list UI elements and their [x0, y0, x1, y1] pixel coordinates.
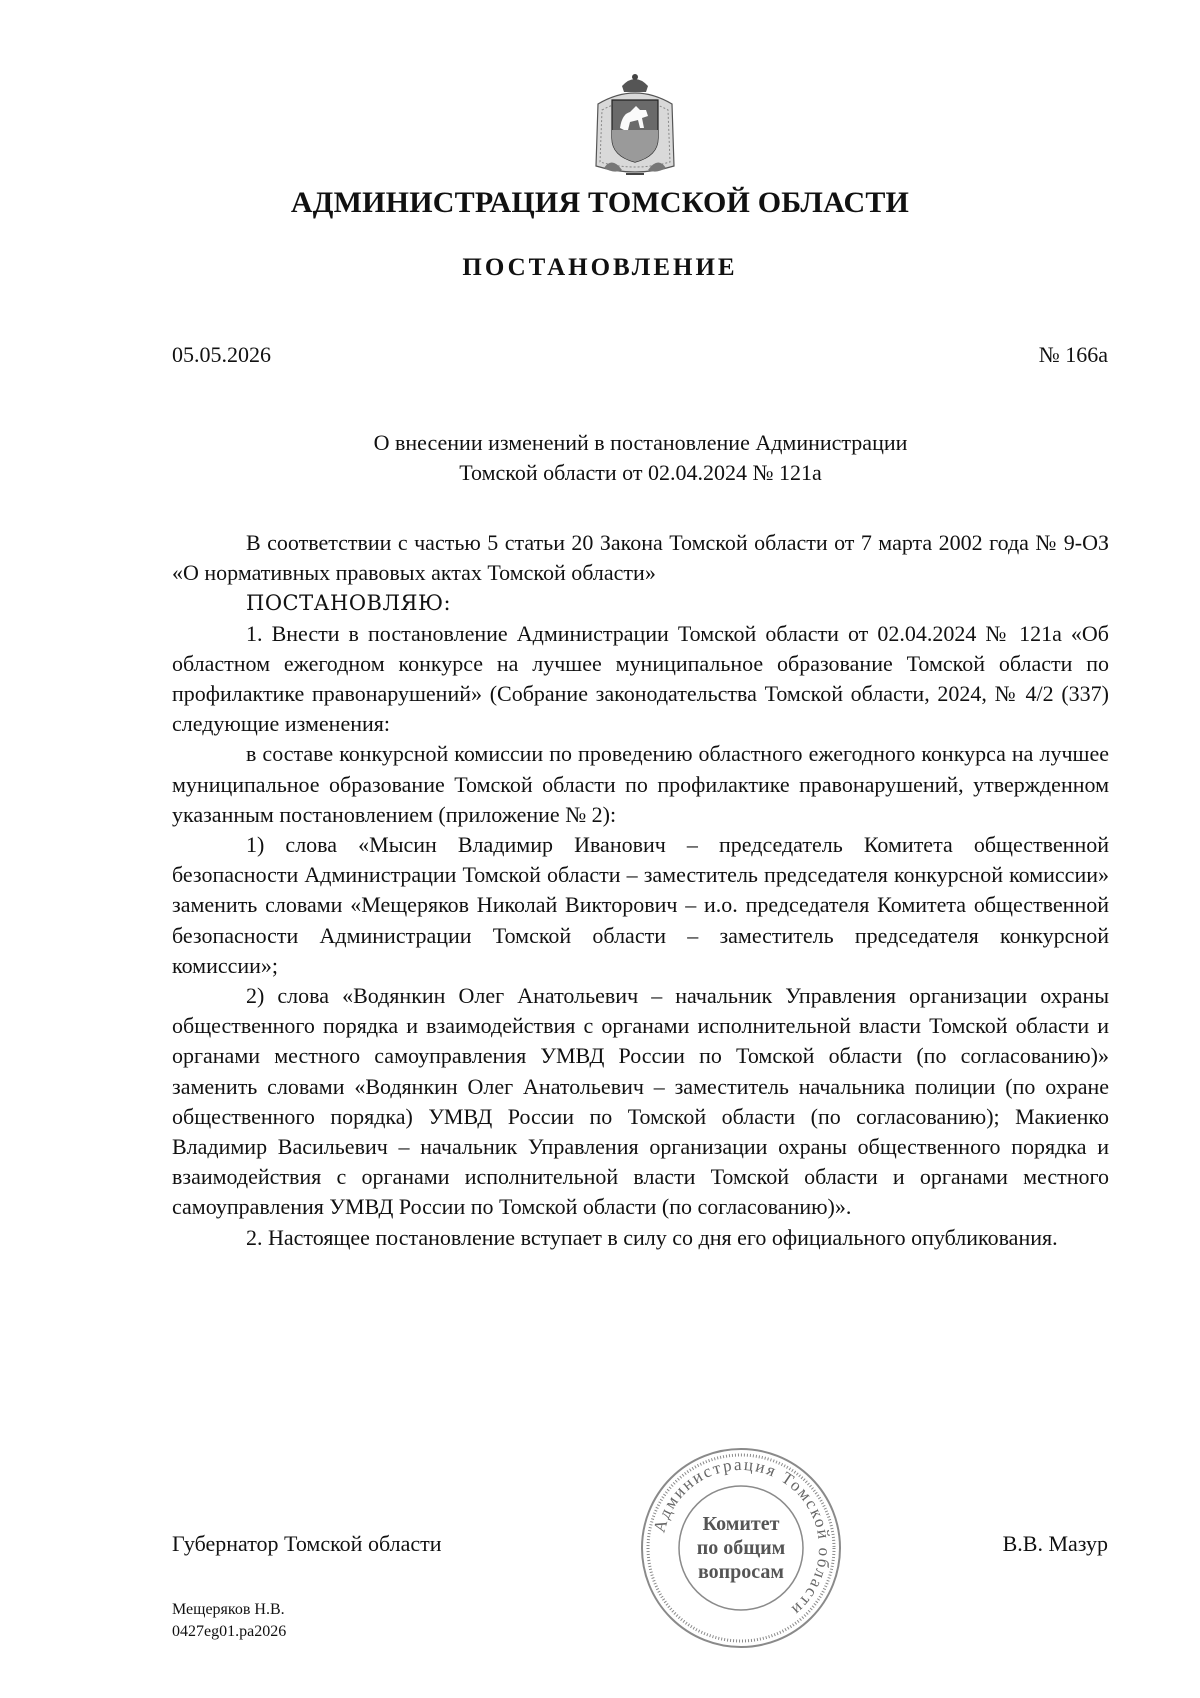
item-1-intro-paragraph: в составе конкурсной комиссии по проведению областного ежегодного конкурса на лучшее муниципальное образование Томской области по профилактике правонарушений, утвержденном указанным постановлением (приложение № 2): [172, 741, 1109, 827]
item-2-paragraph: 2. Настоящее постановление вступает в силу со дня его официального опубликования. [246, 1224, 1058, 1250]
signer-name: В.В. Мазур [1002, 1531, 1108, 1556]
coat-of-arms-icon [582, 70, 688, 182]
document-number: № 166а [1038, 342, 1108, 367]
signer-position: Губернатор Томской области [172, 1531, 442, 1556]
subitem-1-paragraph: 1) слова «Мысин Владимир Иванович – председатель Комитета общественной безопасности Администрации Томской области – заместитель председателя конкурсной комиссии» заменить словами «Мещеряков Николай Викторович – и.о. председателя Комитета общественной безопасности Администрации Томской области – заместитель председателя конкурсной комиссии»; [172, 832, 1109, 978]
file-code: 0427eg01.pa2026 [172, 1623, 287, 1640]
organization-title: АДМИНИСТРАЦИЯ ТОМСКОЙ ОБЛАСТИ [290, 186, 910, 219]
executor-name: Мещеряков Н.В. [172, 1601, 285, 1618]
subject-line-2: Томской области от 02.04.2024 № 121а [459, 460, 822, 485]
stamp-center-line-2: по общим [696, 1537, 786, 1559]
document-body [172, 528, 1109, 1253]
official-stamp [636, 1446, 846, 1651]
stamp-ring-text: Администрация Томской области [649, 1454, 835, 1621]
document-subject [172, 428, 1109, 488]
document-date: 05.05.2026 [172, 342, 271, 367]
subitem-2-paragraph: 2) слова «Водянкин Олег Анатольевич – начальник Управления организации охраны общественного порядка и взаимодействия с органами исполнительной власти Томской области и органами местного самоуправления УМВД России по Томской области (по согласованию)» заменить словами «Водянкин Олег Анатольевич – заместитель начальника полиции (по охране общественного порядка) УМВД России по Томской области (по согласованию); Макиенко Владимир Васильевич – начальник Управления организации охраны общественного порядка и взаимодействия с органами исполнительной власти Томской области и органами местного самоуправления УМВД России по Томской области (по согласованию)». [172, 983, 1109, 1220]
preamble-paragraph: В соответствии с частью 5 статьи 20 Закона Томской области от 7 марта 2002 года № 9-ОЗ «О нормативных правовых актах Томской области» [172, 530, 1109, 586]
subject-line-1: О внесении изменений в постановление Администрации [373, 430, 908, 455]
document-type: ПОСТАНОВЛЕНИЕ [462, 254, 738, 281]
stamp-center-line-3: вопросам [697, 1561, 785, 1583]
decree-word: ПОСТАНОВЛЯЮ: [246, 591, 452, 616]
executor-block [172, 1599, 286, 1643]
item-1-paragraph: 1. Внести в постановление Администрации Томской области от 02.04.2024 № 121а «Об областном ежегодном конкурсе на лучшее муниципальное образование Томской области по профилактике правонарушений» (Собрание законодательства Томской области, 2024, № 4/2 (337) следующие изменения: [172, 620, 1109, 737]
stamp-center-line-1: Комитет [702, 1513, 780, 1535]
